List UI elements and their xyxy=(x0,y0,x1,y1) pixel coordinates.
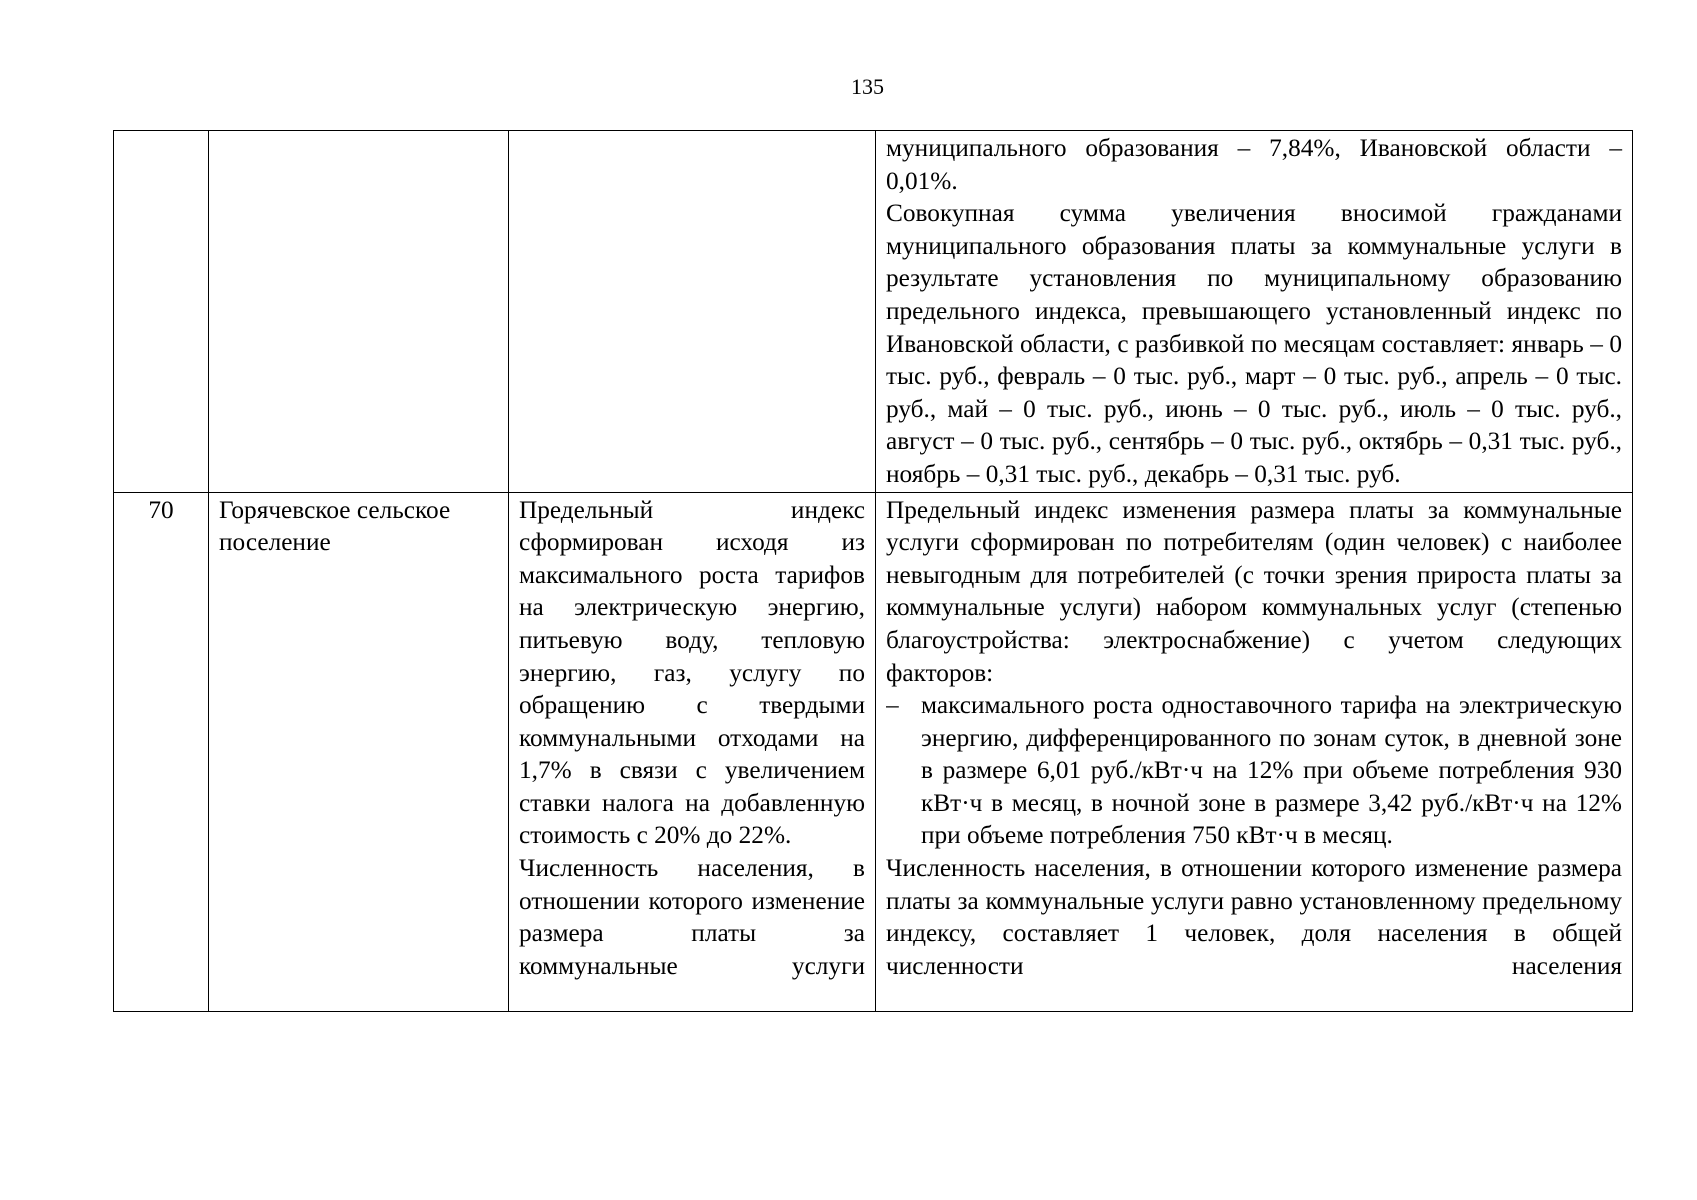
justification-paragraph: Предельный индекс сформирован исходя из максимального роста тарифов на электрическую энергию, питьевую воду, тепловую энергию, газ, услугу по обращению с твердыми коммунальными отходами на 1,7% в связи с увеличением ставки налога на добавленную стоимость с 20% до 22%. xyxy=(519,495,865,850)
factor-list-item xyxy=(886,689,1622,852)
details-intro: Предельный индекс изменения размера платы за коммунальные услуги сформирован по потребителям (один человек) с наиболее невыгодным для потребителей (с точки зрения прироста платы за коммунальные услуги) набором коммунальных услуг (степенью благоустройства: электроснабжение) с учетом следующих факторов: xyxy=(886,495,1622,687)
details-paragraph: Совокупная сумма увеличения вносимой гражданами муниципального образования платы за коммунальные услуги в результате установления по муниципальному образованию предельного индекса, превышающего установленный индекс по Ивановской области, с разбивкой по месяцам составляет: январь – 0 тыс. руб., февраль – 0 тыс. руб., март – 0 тыс. руб., апрель – 0 тыс. руб., май – 0 тыс. руб., июнь – 0 тыс. руб., июль – 0 тыс. руб., август – 0 тыс. руб., сентябрь – 0 тыс. руб., октябрь – 0,31 тыс. руб., ноябрь – 0,31 тыс. руб., декабрь – 0,31 тыс. руб. xyxy=(886,199,1622,488)
details-cell xyxy=(876,492,1633,1011)
row-number-cell: 70 xyxy=(114,492,209,1011)
details-cell xyxy=(876,131,1633,493)
page-number: 135 xyxy=(851,74,884,99)
factor-text: максимального роста одноставочного тарифа на электрическую энергию, дифференцированного по зонам суток, в дневной зоне в размере 6,01 руб./кВт·ч на 12% при объеме потребления 930 кВт·ч в месяц, в ночной зоне в размере 3,42 руб./кВт·ч на 12% при объеме потребления 750 кВт·ч в месяц. xyxy=(921,691,1622,850)
table-row-continued xyxy=(114,131,1633,493)
justification-content xyxy=(519,494,865,1010)
municipality-cell xyxy=(209,492,509,1011)
justification-cell xyxy=(509,492,876,1011)
municipal-index-table xyxy=(113,130,1633,1012)
justification-paragraph: Численность населения, в отношении которого изменение размера платы за коммунальные услуги xyxy=(519,854,865,980)
list-dash: – xyxy=(886,691,899,720)
details-paragraph: муниципального образования – 7,84%, Ивановской области – 0,01%. xyxy=(886,134,1622,195)
municipality-cell xyxy=(209,131,509,493)
table-row-70 xyxy=(114,492,1633,1011)
row-number-cell xyxy=(114,131,209,493)
details-paragraph: Численность населения, в отношении которого изменение размера платы за коммунальные услуги равно установленному предельному индексу, составляет 1 человек, доля населения в общей численности населения xyxy=(886,854,1622,980)
justification-cell xyxy=(509,131,876,493)
details-content xyxy=(886,494,1622,1010)
municipality-name: Горячевское сельское поселение xyxy=(219,495,451,557)
